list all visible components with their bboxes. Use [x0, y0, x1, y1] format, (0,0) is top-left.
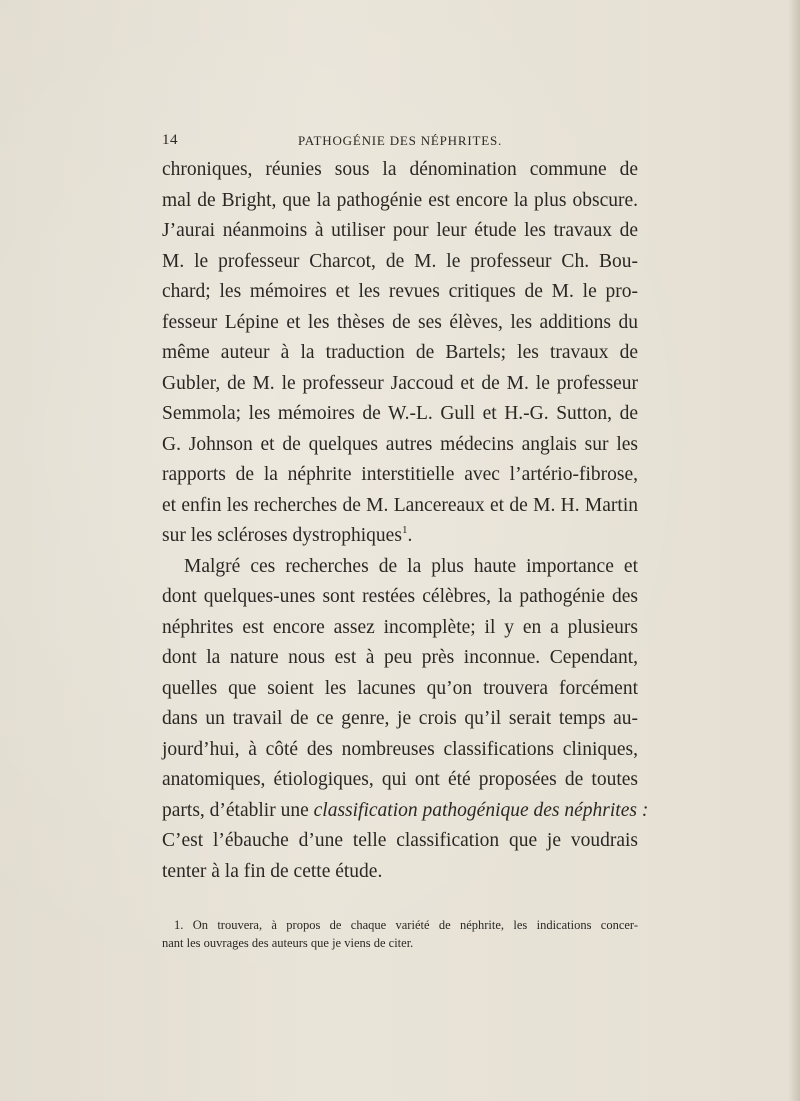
footnote-line: nant les ouvrages des auteurs que je viens de citer. — [162, 936, 414, 950]
text-line: dont la nature nous est à peu près inconnue. Cependant, — [162, 647, 638, 668]
text-line-content: sur les scléroses dystrophiques — [162, 525, 402, 546]
running-head-title: PATHOGÉNIE DES NÉPHRITES. — [297, 133, 503, 148]
text-line: même auteur à la traduction de Bartels; les travaux de — [162, 342, 638, 363]
text-line: jourd’hui, à côté des nombreuses classifications cliniques, — [162, 738, 638, 760]
text-line: J’aurai néanmoins à utiliser pour leur étude les travaux de — [162, 220, 638, 241]
footnote-reference: 1 — [401, 524, 408, 536]
page-edge-shadow — [788, 0, 800, 1101]
text-line: quelles que soient les lacunes qu’on trouvera forcément — [162, 677, 638, 699]
text-line: dans un travail de ce genre, je crois qu’il serait temps au- — [162, 708, 638, 729]
text-line: C’est l’ébauche d’une telle classification que je voudrais — [162, 830, 638, 851]
text-line: Gubler, de M. le professeur Jaccoud et de M. le professeur — [162, 372, 638, 394]
text-line: fesseur Lépine et les thèses de ses élèves, les additions du — [162, 311, 638, 333]
text-line: G. Johnson et de quelques autres médecins anglais sur les — [162, 433, 638, 455]
text-line: chard; les mémoires et les revues critiques de M. le pro- — [162, 281, 638, 302]
text-line: et enfin les recherches de M. Lancereaux et de M. H. Martin — [162, 494, 638, 516]
footnote — [162, 916, 638, 952]
text-line-lead: parts, d’établir une — [162, 799, 314, 821]
text-line: néphrites est encore assez incomplète; il y en a plusieurs — [162, 616, 638, 638]
text-line: Semmola; les mémoires de W.-L. Gull et H.-G. Sutton, de — [162, 403, 638, 424]
italic-phrase: classification pathogénique des néphrites : — [313, 799, 649, 821]
sentence-end: . — [407, 525, 413, 546]
text-line: mal de Bright, que la pathogénie est encore la plus obscure. — [162, 189, 638, 211]
body-text — [162, 155, 649, 887]
text-line: rapports de la néphrite interstitielle avec l’artério-fibrose, — [162, 464, 638, 485]
text-line: anatomiques, étiologiques, qui ont été proposées de toutes — [162, 769, 638, 790]
text-line — [162, 796, 649, 827]
paragraph-first-line: Malgré ces recherches de la plus haute importance et — [184, 555, 638, 577]
text-line: chroniques, réunies sous la dénomination commune de — [162, 159, 638, 180]
text-line: tenter à la fin de cette étude. — [162, 860, 383, 882]
text-line — [162, 521, 638, 552]
page-number: 14 — [162, 132, 178, 148]
footnote-line: 1. On trouvera, à propos de chaque variété de néphrite, les indications concer- — [174, 918, 638, 932]
text-line: M. le professeur Charcot, de M. le professeur Ch. Bou- — [162, 250, 638, 272]
text-line: dont quelques-unes sont restées célèbres, la pathogénie des — [162, 586, 638, 607]
running-head — [162, 132, 638, 152]
